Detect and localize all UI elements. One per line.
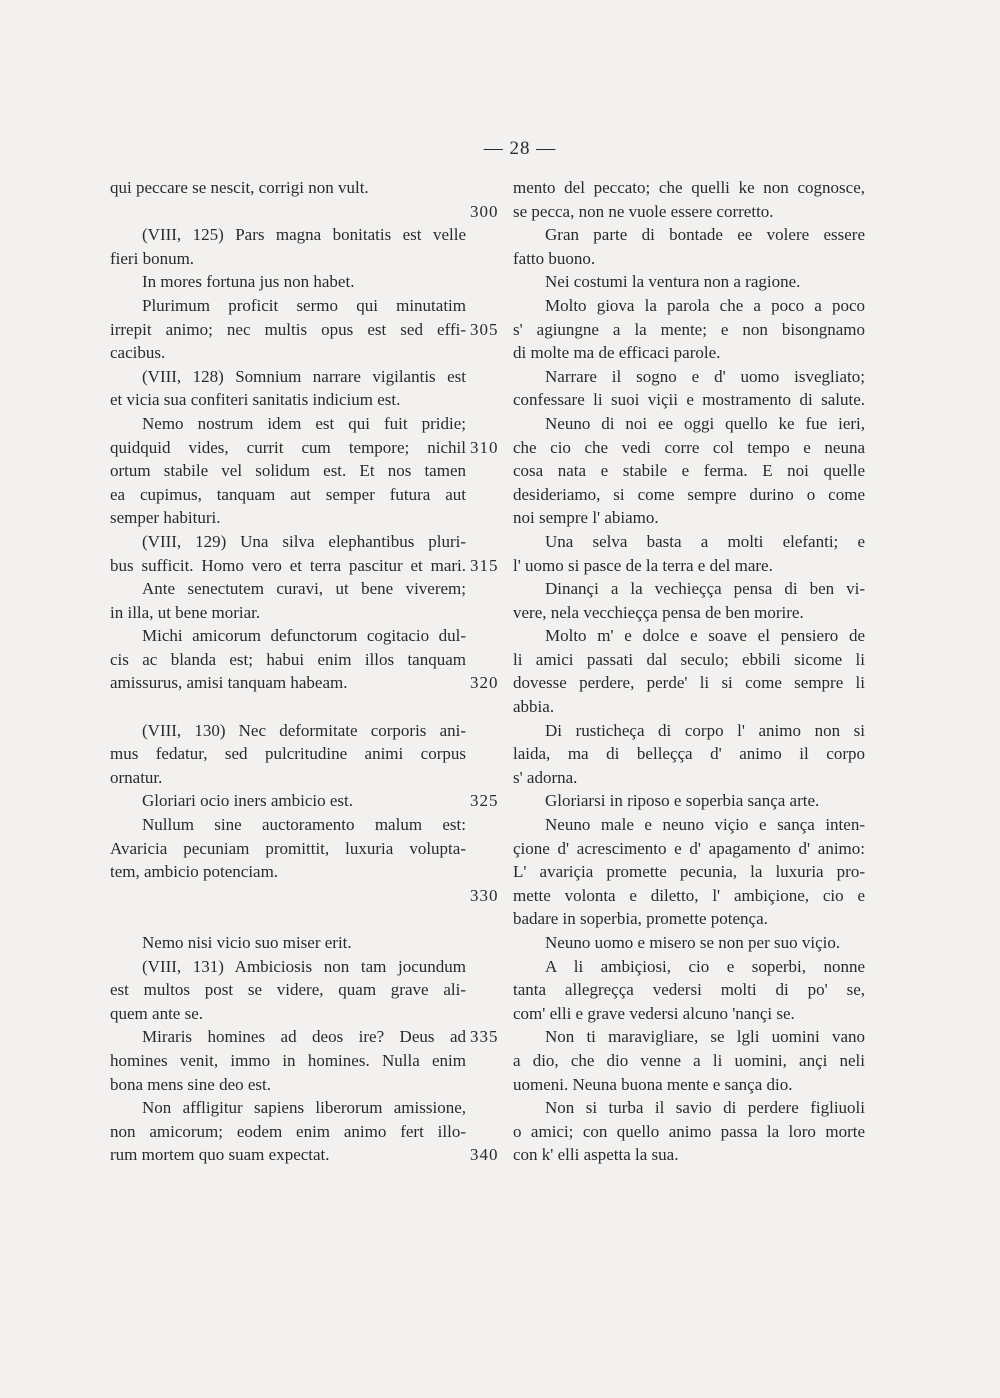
latin-text-line: Plurimum proficit sermo qui minutatim: [142, 295, 466, 315]
italian-text-line: Dinançi a la vechieçça pensa di ben vi-: [545, 579, 865, 599]
line-number: 310: [470, 437, 499, 457]
line-number: [470, 766, 510, 790]
line-number: 325: [470, 791, 499, 811]
line-number: [470, 247, 510, 271]
line-number: [470, 648, 510, 672]
line-number: [470, 412, 510, 436]
italian-text-line: çione d' acrescimento e d' apagamento d' animo:: [513, 838, 865, 858]
italian-text-line: Molto giova la parola che a poco a poco: [545, 295, 865, 315]
line-number: [470, 459, 510, 483]
latin-text-line: semper habituri.: [110, 508, 221, 528]
latin-text-line: amissurus, amisi tanquam habeam.: [110, 673, 348, 693]
latin-text-line: Ante senectutem curavi, ut bene viverem;: [142, 579, 466, 599]
line-number: [470, 176, 510, 200]
line-number: [470, 270, 510, 294]
italian-text-line: se pecca, non ne vuole essere corretto.: [513, 201, 774, 221]
line-number: [470, 955, 510, 979]
latin-text-line: In mores fortuna jus non habet.: [142, 272, 355, 292]
latin-text-line: bus sufficit. Homo vero et terra pascitur et mari.: [110, 555, 466, 575]
line-number: 315: [470, 555, 499, 575]
line-number: [470, 813, 510, 837]
line-number: [470, 483, 510, 507]
italian-text-line: confessare li suoi viçii e mostramento di salute.: [513, 390, 865, 410]
latin-text-line: Gloriari ocio iners ambicio est.: [142, 791, 354, 811]
line-number: [470, 530, 510, 554]
latin-text-line: bona mens sine deo est.: [110, 1074, 271, 1094]
italian-text-line: Di rusticheça di corpo l' animo non si: [545, 720, 865, 740]
italian-text-line: Nei costumi la ventura non a ragione.: [545, 272, 801, 292]
latin-text-line: homines venit, immo in homines. Nulla enim: [110, 1050, 466, 1070]
latin-text-column: [110, 176, 466, 1167]
latin-text-line: cacibus.: [110, 343, 166, 363]
italian-text-line: a dio, che dio venne a li uomini, ançi neli: [513, 1050, 865, 1070]
line-number: [470, 907, 510, 931]
italian-text-line: li amici passati dal seculo; ebbili sicome li: [513, 649, 865, 669]
italian-text-line: fatto buono.: [513, 248, 596, 268]
latin-text-line: mus fedatur, sed pulcritudine animi corpus: [110, 744, 466, 764]
line-number: [470, 742, 510, 766]
italian-text-line: Una selva basta a molti elefanti; e: [545, 531, 865, 551]
latin-text-line: Michi amicorum defunctorum cogitacio dul-: [142, 626, 466, 646]
latin-text-line: quidquid vides, currit cum tempore; nichil: [110, 437, 466, 457]
line-number: [470, 223, 510, 247]
line-number: [470, 695, 510, 719]
latin-text-line: Nemo nostrum idem est qui fuit pridie;: [142, 413, 466, 433]
italian-text-line: di molte ma de efficaci parole.: [513, 343, 721, 363]
latin-text-line: Nullum sine auctoramento malum est:: [142, 815, 466, 835]
latin-text-line: (VIII, 130) Nec deformitate corporis ani-: [142, 720, 466, 740]
line-number: [470, 601, 510, 625]
line-number: [470, 719, 510, 743]
italian-text-line: L' avariçia promette pecunia, la luxuria pro-: [513, 862, 865, 882]
italian-text-line: Neuno uomo e misero se non per suo viçio.: [545, 933, 841, 952]
latin-text-line: cis ac blanda est; habui enim illos tanquam: [110, 649, 466, 669]
italian-text-line: Molto m' e dolce e soave el pensiero de: [545, 626, 865, 646]
italian-text-line: Gran parte di bontade ee volere essere: [545, 225, 865, 245]
latin-text-line: tem, ambicio potenciam.: [110, 862, 279, 882]
latin-text-line: [110, 200, 466, 224]
italian-text-line: desideriamo, si come sempre durino o come: [513, 484, 865, 504]
italian-text-line: laida, ma di belleçça d' animo il corpo: [513, 744, 865, 764]
line-number: 340: [470, 1145, 499, 1165]
latin-text-line: quem ante se.: [110, 1003, 203, 1023]
page-number: — 28 —: [483, 138, 557, 159]
latin-text-line: Non affligitur sapiens liberorum amissione,: [142, 1098, 466, 1118]
line-number: [470, 341, 510, 365]
line-number: 320: [470, 673, 499, 693]
italian-text-line: badare in soperbia, promette potença.: [513, 909, 768, 929]
latin-text-line: non amicorum; eodem enim animo fert illo-: [110, 1121, 466, 1141]
line-number: [470, 978, 510, 1002]
line-number: [470, 931, 510, 955]
latin-text-line: ortum stabile vel solidum est. Et nos tamen: [110, 461, 466, 481]
latin-text-line: est multos post se videre, quam grave ali-: [110, 980, 466, 1000]
line-number: [470, 1049, 510, 1073]
italian-text-line: Gloriarsi in riposo e soperbia sança arte.: [545, 791, 820, 811]
latin-text-line: ornatur.: [110, 767, 163, 787]
italian-text-line: mette volonta e diletto, l' ambiçione, cio e: [513, 885, 865, 905]
line-number: 300: [470, 201, 499, 221]
line-number: [470, 1002, 510, 1026]
line-number: [470, 365, 510, 389]
italian-text-line: abbia.: [513, 697, 555, 717]
italian-text-line: Non ti maravigliare, se lgli uomini vano: [545, 1027, 865, 1047]
italian-text-line: A li ambiçiosi, cio e soperbi, nonne: [545, 956, 865, 976]
line-number: [470, 1120, 510, 1144]
latin-text-line: [110, 884, 466, 908]
italian-text-line: con k' elli aspetta la sua.: [513, 1145, 679, 1165]
italian-text-line: o amici; con quello animo passa la loro morte: [513, 1121, 865, 1141]
line-number: [470, 388, 510, 412]
latin-text-line: ea cupimus, tanquam aut semper futura aut: [110, 484, 466, 504]
italian-text-line: Non si turba il savio di perdere figliuoli: [545, 1098, 865, 1118]
italian-text-line: cosa nata e stabile e ferma. E noi quelle: [513, 461, 865, 481]
italian-text-line: Narrare il sogno e d' uomo isvegliato;: [545, 366, 865, 386]
latin-text-line: in illa, ut bene moriar.: [110, 602, 261, 622]
line-numbers-column: [470, 176, 510, 1167]
italian-text-line: mento del peccato; che quelli ke non cognosce,: [513, 178, 865, 197]
latin-text-line: et vicia sua confiteri sanitatis indicium est.: [110, 390, 401, 410]
line-number: [470, 294, 510, 318]
italian-text-line: vere, nela vecchieçça pensa de ben morire.: [513, 602, 804, 622]
latin-text-line: [110, 907, 466, 931]
italian-text-line: che cio che vedi corre col tempo e neuna: [513, 437, 865, 457]
latin-text-line: (VIII, 131) Ambiciosis non tam jocundum: [142, 956, 466, 976]
italian-text-line: Neuno di noi ee oggi quello ke fue ieri,: [545, 413, 865, 433]
line-number: [470, 577, 510, 601]
italian-text-line: uomeni. Neuna buona mente e sança dio.: [513, 1074, 793, 1094]
latin-text-line: rum mortem quo suam expectat.: [110, 1145, 330, 1165]
italian-text-line: Neuno male e neuno viçio e sança inten-: [545, 815, 865, 835]
latin-text-line: [110, 695, 466, 719]
latin-text-line: (VIII, 125) Pars magna bonitatis est velle: [142, 225, 466, 245]
latin-text-line: irrepit animo; nec multis opus est sed effi-: [110, 319, 466, 339]
latin-text-line: qui peccare se nescit, corrigi non vult.: [110, 178, 369, 197]
line-number: 330: [470, 885, 499, 905]
latin-text-line: (VIII, 128) Somnium narrare vigilantis est: [142, 366, 466, 386]
italian-text-line: noi sempre l' abiamo.: [513, 508, 659, 528]
line-number: 305: [470, 319, 499, 339]
italian-text-line: dovesse perdere, perde' li si come sempre li: [513, 673, 865, 693]
italian-text-line: tanta allegreçça vedersi molti di po' se,: [513, 980, 865, 1000]
italian-text-line: l' uomo si pasce de la terra e del mare.: [513, 555, 773, 575]
italian-text-line: com' elli e grave vedersi alcuno 'nançi se.: [513, 1003, 795, 1023]
line-number: [470, 837, 510, 861]
latin-text-line: Miraris homines ad deos ire? Deus ad: [142, 1027, 466, 1047]
latin-text-line: fieri bonum.: [110, 248, 195, 268]
line-number: [470, 506, 510, 530]
line-number: 335: [470, 1027, 499, 1047]
line-number: [470, 1073, 510, 1097]
latin-text-line: (VIII, 129) Una silva elephantibus pluri-: [142, 531, 466, 551]
italian-text-line: s' adorna.: [513, 767, 578, 787]
latin-text-line: Avaricia pecuniam promittit, luxuria volupta-: [110, 838, 466, 858]
italian-text-column: [513, 176, 865, 1167]
line-number: [470, 1096, 510, 1120]
italian-text-line: s' agiungne a la mente; e non bisongnamo: [513, 319, 865, 339]
latin-text-line: Nemo nisi vicio suo miser erit.: [142, 933, 352, 952]
line-number: [470, 860, 510, 884]
line-number: [470, 624, 510, 648]
